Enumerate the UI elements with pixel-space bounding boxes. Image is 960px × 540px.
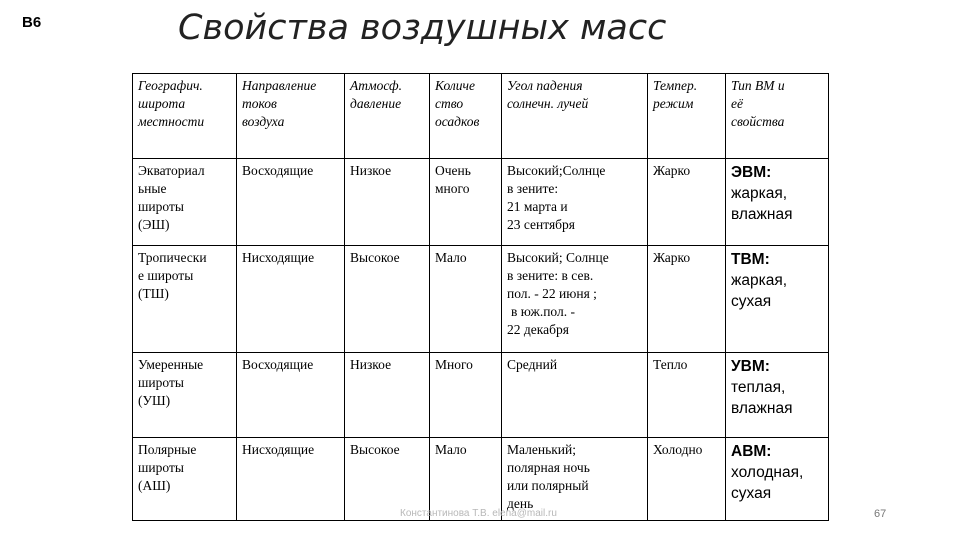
air-mass-type-cell: АВМ: холодная, сухая (726, 438, 829, 521)
header-temperature: Темпер. режим (648, 74, 726, 159)
header-currents: Направление токов воздуха (237, 74, 345, 159)
air-mass-type-cell: ЭВМ: жаркая, влажная (726, 159, 829, 246)
footer-author: Константинова Т.В. elena@mail.ru (400, 508, 557, 519)
header-latitude: Географич. широта местности (133, 74, 237, 159)
temperature-cell: Жарко (648, 159, 726, 246)
latitude-cell: Тропически е широты (ТШ) (133, 246, 237, 353)
pressure-cell: Низкое (345, 159, 430, 246)
temperature-cell: Тепло (648, 353, 726, 438)
page-number: 67 (874, 508, 887, 520)
table-row (133, 246, 829, 353)
currents-cell: Нисходящие (237, 246, 345, 353)
header-pressure: Атмосф. давление (345, 74, 430, 159)
temperature-cell: Жарко (648, 246, 726, 353)
sun-angle-cell: Высокий;Солнце в зените: 21 марта и 23 сентября (502, 159, 648, 246)
pressure-cell: Высокое (345, 438, 430, 521)
table-row (133, 353, 829, 438)
table-header-row (133, 74, 829, 159)
precipitation-cell: Мало (430, 438, 502, 521)
slide-corner-label: В6 (22, 14, 42, 31)
temperature-cell: Холодно (648, 438, 726, 521)
header-sun-angle: Угол падения солнечн. лучей (502, 74, 648, 159)
header-precipitation: Количе ство осадков (430, 74, 502, 159)
air-mass-type-cell: УВМ: теплая, влажная (726, 353, 829, 438)
precipitation-cell: Очень много (430, 159, 502, 246)
sun-angle-cell: Маленький; полярная ночь или полярный день (502, 438, 648, 521)
precipitation-cell: Много (430, 353, 502, 438)
latitude-cell: Экваториал ьные широты (ЭШ) (133, 159, 237, 246)
latitude-cell: Полярные широты (АШ) (133, 438, 237, 521)
pressure-cell: Низкое (345, 353, 430, 438)
currents-cell: Восходящие (237, 159, 345, 246)
sun-angle-cell: Высокий; Солнце в зените: в сев. пол. - 22 июня ; в юж.пол. - 22 декабря (502, 246, 648, 353)
pressure-cell: Высокое (345, 246, 430, 353)
precipitation-cell: Мало (430, 246, 502, 353)
air-masses-table (132, 73, 829, 521)
page-title: Свойства воздушных масс (178, 8, 667, 48)
sun-angle-cell: Средний (502, 353, 648, 438)
air-mass-type-cell: ТВМ: жаркая, сухая (726, 246, 829, 353)
latitude-cell: Умеренные широты (УШ) (133, 353, 237, 438)
currents-cell: Восходящие (237, 353, 345, 438)
table-row (133, 159, 829, 246)
currents-cell: Нисходящие (237, 438, 345, 521)
header-air-mass-type: Тип ВМ и её свойства (726, 74, 829, 159)
